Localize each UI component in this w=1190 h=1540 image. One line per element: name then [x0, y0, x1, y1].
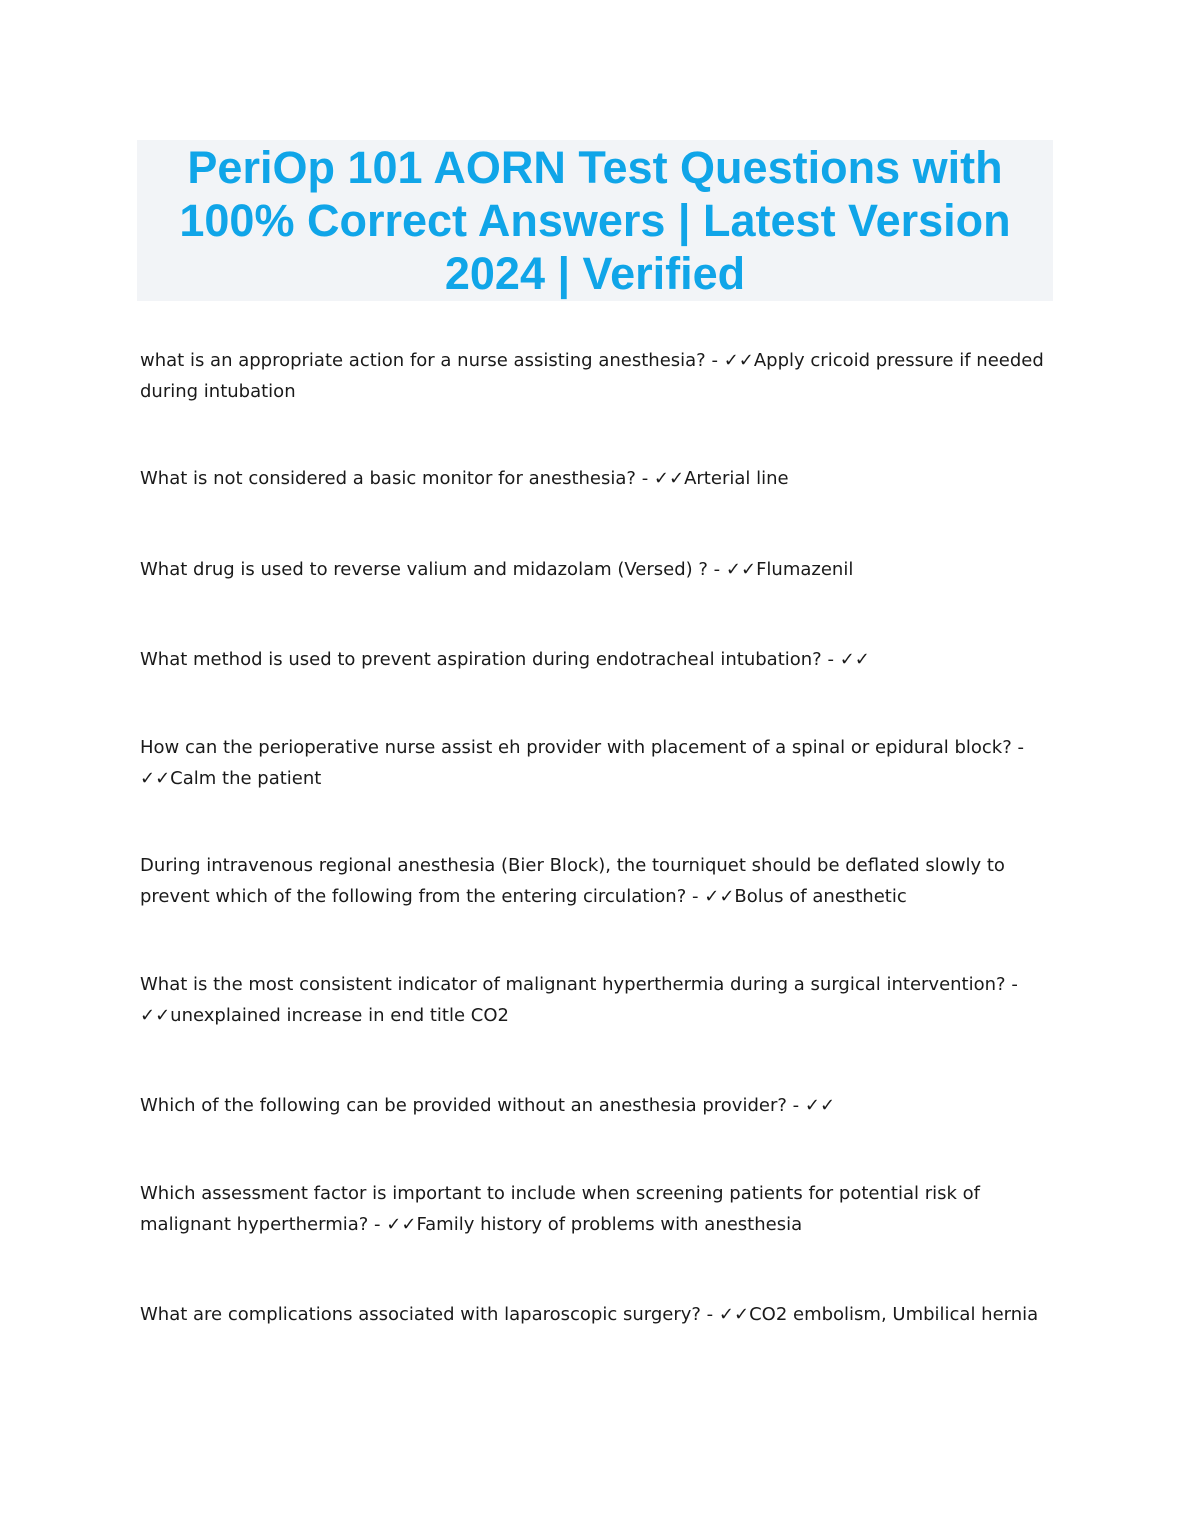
document-title: PeriOp 101 AORN Test Questions with 100% Correct Answers | Latest Version 2024 | Verified	[179, 142, 1011, 299]
check-mark-icon: ✓✓	[653, 468, 685, 489]
qa-item	[140, 1299, 1050, 1330]
question-text: What is the most consistent indicator of malignant hyperthermia during a surgical intervention?	[140, 974, 1006, 995]
answer-text: CO2 embolism, Umbilical hernia	[749, 1304, 1039, 1325]
question-text: How can the perioperative nurse assist eh provider with placement of a spinal or epidural block?	[140, 737, 1012, 758]
answer-text: Arterial line	[684, 468, 789, 489]
answer-text: Family history of problems with anesthesia	[416, 1214, 803, 1235]
qa-item	[140, 644, 1050, 675]
check-mark-icon: ✓✓	[386, 1214, 417, 1235]
separator: -	[635, 468, 654, 489]
answer-text: Apply cricoid pressure if needed during intubation	[140, 350, 1044, 402]
question-text: During intravenous regional anesthesia (Bier Block), the tourniquet should be deflated slowly to prevent which of the following from the entering circulation?	[140, 855, 1005, 907]
check-mark-icon: ✓✓	[140, 1005, 171, 1026]
title-block	[137, 140, 1053, 301]
answer-text: Calm the patient	[170, 768, 322, 789]
check-mark-icon: ✓✓	[804, 1095, 836, 1116]
question-text: what is an appropriate action for a nurse assisting anesthesia?	[140, 350, 706, 371]
separator: -	[821, 649, 840, 670]
question-text: What method is used to prevent aspiration during endotracheal intubation?	[140, 649, 822, 670]
qa-item	[140, 1178, 1050, 1240]
question-text: Which assessment factor is important to include when screening patients for potential risk of malignant hyperthermia?	[140, 1183, 980, 1235]
qa-item	[140, 463, 1050, 494]
check-mark-icon: ✓✓	[140, 768, 171, 789]
question-text: What are complications associated with laparoscopic surgery?	[140, 1304, 701, 1325]
check-mark-icon: ✓✓	[718, 1304, 750, 1325]
separator: -	[368, 1214, 387, 1235]
question-text: What drug is used to reverse valium and midazolam (Versed) ?	[140, 559, 708, 580]
check-mark-icon: ✓✓	[725, 559, 757, 580]
qa-item	[140, 1090, 1050, 1121]
qa-item	[140, 732, 1050, 794]
qa-item	[140, 850, 1050, 912]
separator: -	[707, 559, 726, 580]
separator: -	[1005, 974, 1018, 995]
check-mark-icon: ✓✓	[839, 649, 870, 670]
question-text: What is not considered a basic monitor for anesthesia?	[140, 468, 636, 489]
qa-item	[140, 969, 1050, 1031]
separator: -	[700, 1304, 719, 1325]
check-mark-icon: ✓✓	[704, 886, 735, 907]
separator: -	[1011, 737, 1024, 758]
separator: -	[686, 886, 705, 907]
answer-text: Flumazenil	[756, 559, 854, 580]
question-text: Which of the following can be provided without an anesthesia provider?	[140, 1095, 787, 1116]
answer-text: Bolus of anesthetic	[734, 886, 907, 907]
qa-item	[140, 345, 1050, 407]
check-mark-icon: ✓✓	[723, 350, 754, 371]
separator: -	[786, 1095, 805, 1116]
separator: -	[705, 350, 724, 371]
qa-item	[140, 554, 1050, 585]
answer-text: unexplained increase in end title CO2	[170, 1005, 509, 1026]
